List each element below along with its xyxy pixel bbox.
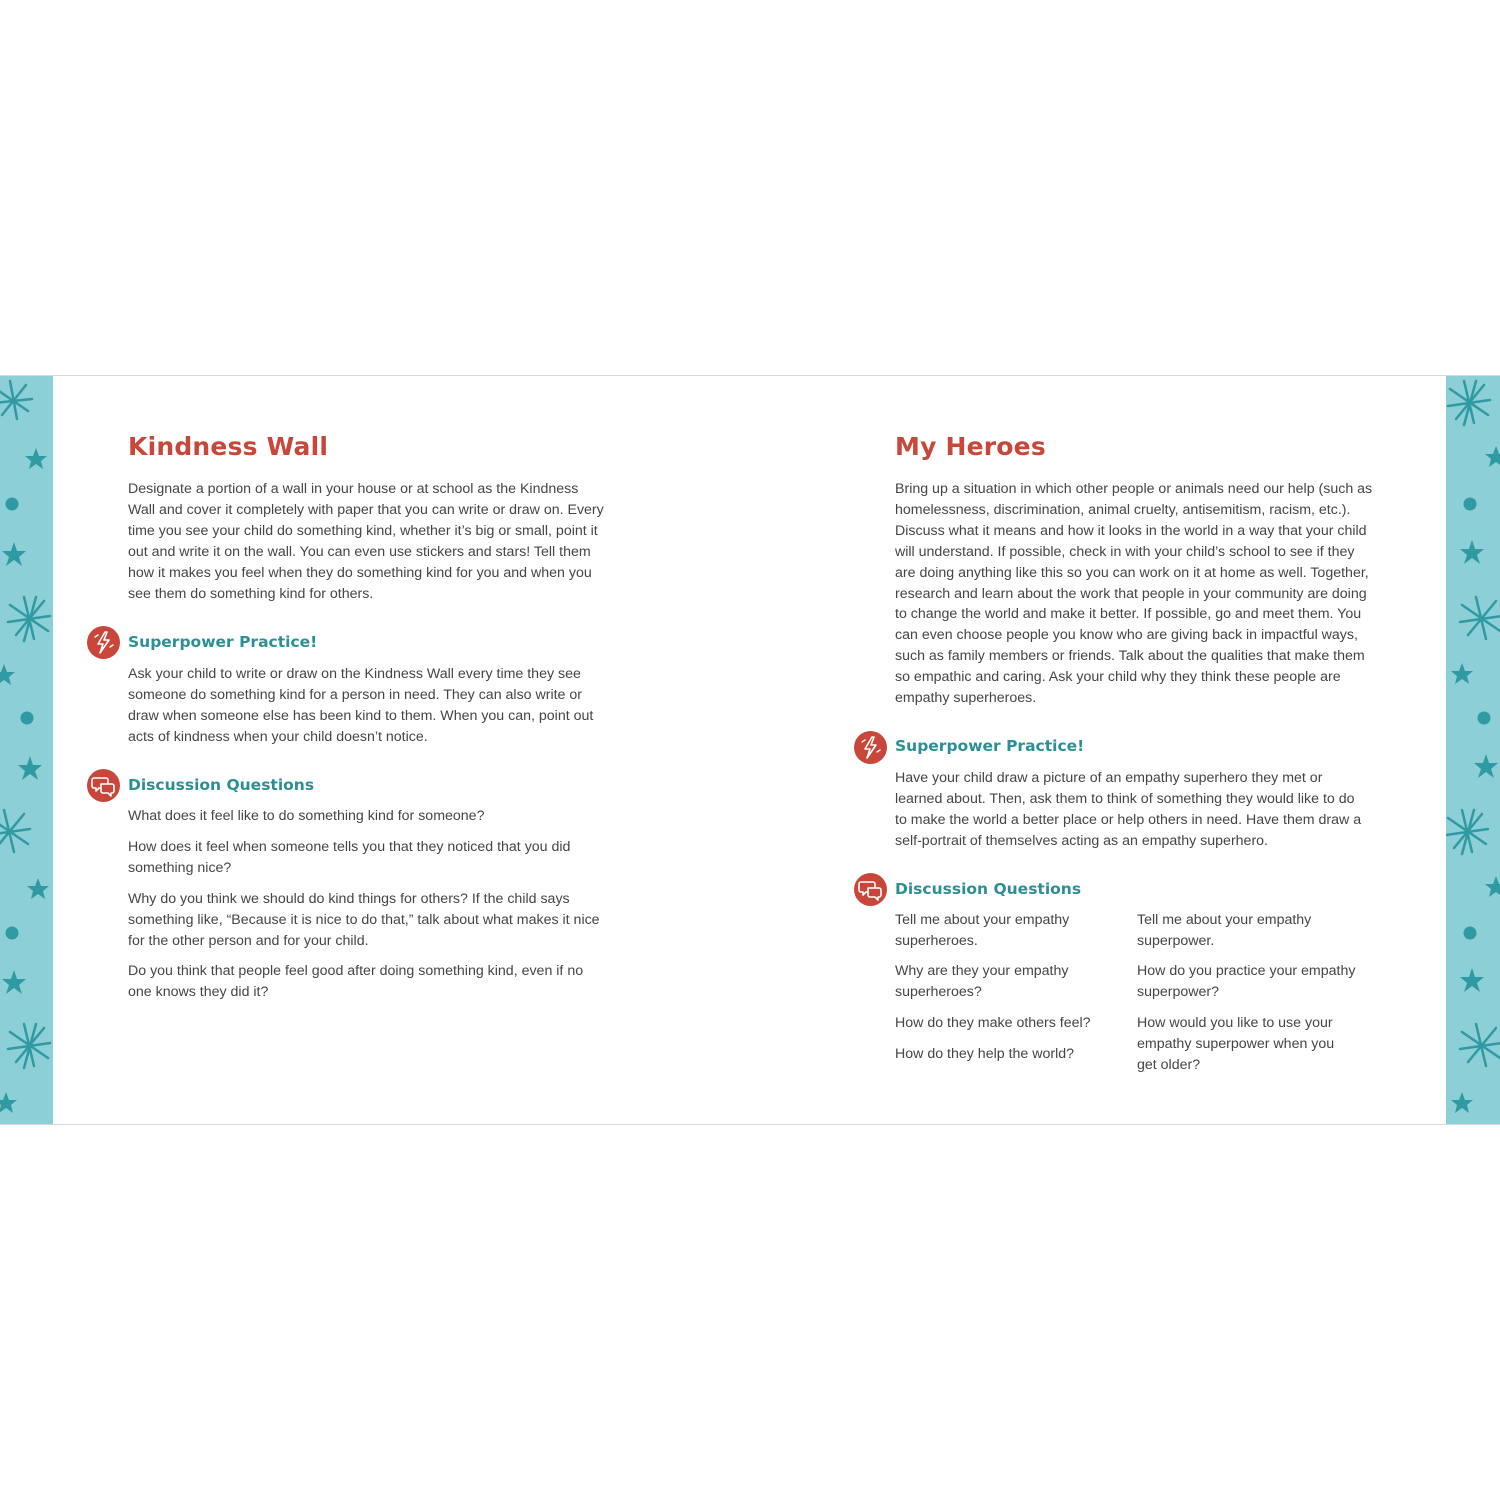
left-decorative-band xyxy=(0,376,53,1124)
starburst-decoration xyxy=(1448,381,1490,425)
practice-paragraph: Have your child draw a picture of an empathy superhero they met or learned about. Then, ask them to think of something they would like to do to make the world a better place or help others in need. Have them draw a self-portrait of themselves acting as an empathy superhero. xyxy=(895,770,1362,849)
discussion-heading: Discussion Questions xyxy=(128,776,315,794)
star-decoration xyxy=(1451,1092,1473,1113)
discussion-question: Why are they your empathy superheroes? xyxy=(895,963,1069,1000)
lightning-bolt-icon xyxy=(87,626,120,659)
star-pattern-left xyxy=(0,376,53,1124)
star-decoration xyxy=(1460,540,1484,564)
starburst-decoration xyxy=(8,1024,50,1068)
practice-paragraph: Ask your child to write or draw on the Kindness Wall every time they see someone do something kind for a person in need. They can also write or draw when someone else has been kind to them. When you can, point out acts of kindness when your child doesn’t notice. xyxy=(128,666,594,745)
speech-bubbles-icon xyxy=(854,873,887,906)
dot-decoration xyxy=(6,927,19,940)
star-decoration xyxy=(1474,754,1498,778)
practice-heading: Superpower Practice! xyxy=(128,633,318,651)
dot-decoration xyxy=(1464,927,1477,940)
starburst-decoration xyxy=(0,381,32,419)
intro-paragraph: Designate a portion of a wall in your house or at school as the Kindness Wall and cover it completely with paper that you can write or draw on. Every time you see your child do something kind, whether it’s big or small, point it out and write it on the wall. You can even use stickers and stars! Tell them how it makes you feel when they do something kind for you and when you see them do something kind for others. xyxy=(128,481,604,602)
discussion-question: How do you practice your empathy superpower? xyxy=(1137,963,1356,1000)
star-decoration xyxy=(1485,876,1500,897)
star-decoration xyxy=(2,542,26,566)
starburst-decoration xyxy=(1460,1024,1500,1066)
starburst-decoration xyxy=(0,810,30,852)
star-decoration xyxy=(0,664,15,685)
discussion-question: Do you think that people feel good after doing something kind, even if no one knows they did it? xyxy=(128,963,584,1000)
discussion-heading: Discussion Questions xyxy=(895,880,1082,898)
dot-decoration xyxy=(6,498,19,511)
dot-decoration xyxy=(1464,498,1477,511)
discussion-question: How does it feel when someone tells you that they noticed that you did something nice? xyxy=(128,839,571,876)
star-decoration xyxy=(0,1092,17,1113)
star-decoration xyxy=(1460,968,1484,992)
star-decoration xyxy=(1451,663,1473,684)
speech-bubbles-icon xyxy=(87,769,120,802)
page-title: Kindness Wall xyxy=(128,432,329,461)
star-decoration xyxy=(1485,446,1500,467)
discussion-question: What does it feel like to do something kind for someone? xyxy=(128,808,485,824)
discussion-question: Why do you think we should do kind things for others? If the child says something like, “Because it is nice to do that,” talk about what makes it nice for the other person and for your child. xyxy=(128,891,600,949)
starburst-decoration xyxy=(1460,597,1500,639)
right-decorative-band xyxy=(1446,376,1500,1124)
discussion-question: How do they make others feel? xyxy=(895,1015,1091,1031)
page-title: My Heroes xyxy=(895,432,1046,461)
star-pattern-right xyxy=(1446,376,1500,1124)
dot-decoration xyxy=(21,712,34,725)
practice-heading: Superpower Practice! xyxy=(895,737,1085,755)
star-decoration xyxy=(18,756,42,780)
star-decoration xyxy=(2,970,26,994)
lightning-bolt-icon xyxy=(854,731,887,764)
discussion-question: How would you like to use your empathy superpower when you get older? xyxy=(1137,1015,1335,1073)
discussion-question: Tell me about your empathy superheroes. xyxy=(895,912,1070,949)
star-decoration xyxy=(25,448,47,469)
star-decoration xyxy=(27,878,49,899)
book-spread xyxy=(0,375,1500,1125)
starburst-decoration xyxy=(8,597,50,641)
dot-decoration xyxy=(1478,712,1491,725)
discussion-question: Tell me about your empathy superpower. xyxy=(1137,912,1312,949)
starburst-decoration xyxy=(1446,810,1488,854)
discussion-question: How do they help the world? xyxy=(895,1046,1075,1062)
intro-paragraph: Bring up a situation in which other people or animals need our help (such as homelessness, discrimination, animal cruelty, antisemitism, racism, etc.). Discuss what it means and how it looks in the world in a way that your child will understand. If possible, check in with your child’s school to see if they are doing anything like this so you can work on it at home as well. Together, research and learn about the work that people in your community are doing to change the world and make it better. If possible, go and meet them. You can even choose people you know who are giving back in impactful ways, such as family members or friends. Talk about the qualities that make them so empathic and caring. Ask your child why they think these people are empathy superheroes. xyxy=(895,481,1373,707)
